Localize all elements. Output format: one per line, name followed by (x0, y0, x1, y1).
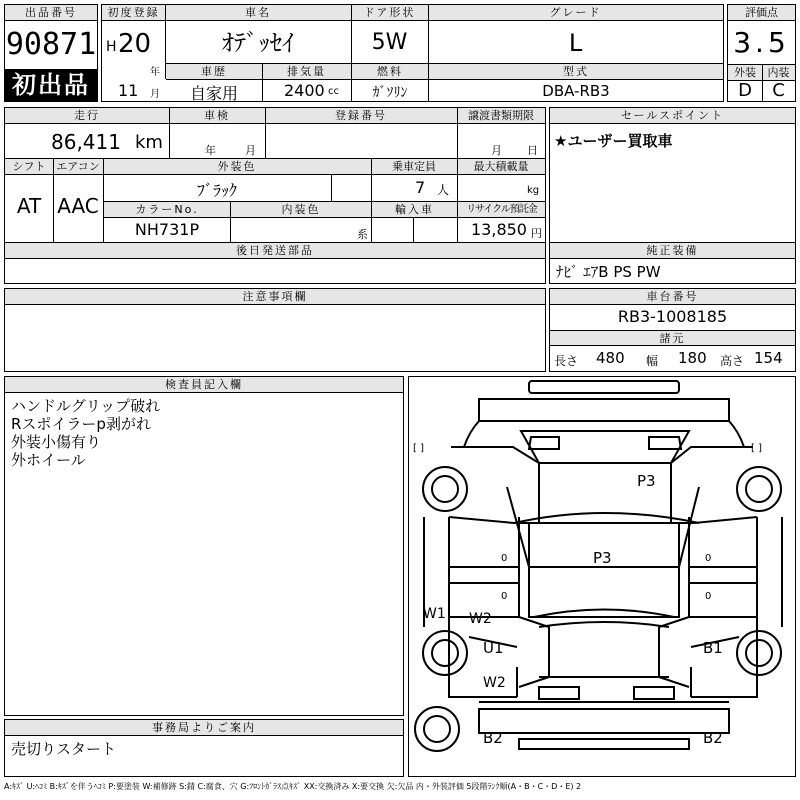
ext-color-value: ﾌﾞﾗｯｸ (196, 181, 237, 200)
width-value: 180 (678, 349, 707, 367)
rating-box (727, 4, 796, 102)
color-no-value: NH731P (134, 220, 200, 239)
length-label: 長さ (554, 354, 579, 368)
int-color-label: 内装色 (231, 202, 371, 218)
caution-label: 注意事項欄 (5, 289, 545, 305)
first-reg-era: H (106, 39, 117, 55)
transfer-day-unit: 日 (527, 144, 538, 157)
mileage-unit: km (135, 132, 163, 153)
inspection-month-unit: 月 (245, 144, 256, 157)
door-label: ドア形状 (351, 5, 428, 21)
later-parts-label: 後日発送部品 (5, 243, 545, 259)
aircon-label: エアコン (53, 159, 103, 175)
width-label: 幅 (646, 354, 659, 368)
mark-left-w2a: W2 (469, 611, 492, 627)
car-diagram (408, 376, 796, 777)
sales-point-text: ★ユーザー買取車 (554, 132, 673, 150)
fuel-value: ｶﾞｿﾘﾝ (372, 85, 408, 101)
vehicle-info-box (101, 4, 724, 102)
inspector-line-4: 外ホイール (11, 451, 86, 469)
first-reg-year-unit: 年 (150, 67, 160, 78)
first-reg-month: 11 (118, 81, 139, 100)
rating-label: 評価点 (728, 5, 795, 21)
sales-point-label: セールスポイント (550, 108, 795, 124)
capacity-value: 7 (415, 178, 426, 197)
max-load-unit: kg (527, 185, 540, 196)
length-value: 480 (596, 349, 625, 367)
mark-zero-right-mid: 0 (705, 591, 712, 602)
registration-label: 登録番号 (265, 108, 457, 124)
model-value: DBA-RB3 (542, 82, 610, 100)
recycle-label: リサイクル預託金 (458, 202, 545, 218)
mark-left-w1: W1 (423, 606, 446, 622)
legend-text: A:ｷｽﾞ U:ﾍｺﾐ B:ｷｽﾞを伴うﾍｺﾐ P:要塗装 W:補修跡 S:錆 C:腐食、穴 G:ﾌﾛﾝﾄｶﾞﾗｽ点ｷｽﾞ XX:交換済み X:要交換 欠:欠品 内・外装評価 5段階ﾗﾝｸ順(A・B・C・D・E) 2 (4, 782, 582, 791)
mark-zero-left-mid: 0 (501, 591, 508, 602)
transfer-label: 譲渡書類期限 (457, 108, 545, 124)
chassis-box (549, 288, 796, 372)
displacement-unit: cc (328, 86, 339, 97)
history-label: 車歴 (166, 64, 262, 80)
mark-zero-right-top: 0 (705, 553, 712, 564)
history-value: 自家用 (189, 84, 238, 103)
mileage-value: 86,411 (51, 130, 121, 154)
exterior-rating: D (738, 81, 752, 101)
grade-label: グレード (428, 5, 723, 21)
chassis-label: 車台番号 (550, 289, 795, 305)
fuel-label: 燃料 (352, 64, 428, 80)
mark-rear-left: B2 (483, 729, 503, 747)
color-no-label: カラーNo. (104, 202, 230, 218)
lot-number: 90871 (5, 27, 97, 62)
door-value: 5W (371, 30, 408, 55)
exterior-label: 外装 (728, 65, 762, 81)
int-color-unit: 系 (357, 228, 368, 241)
inspection-year-unit: 年 (205, 144, 216, 157)
inspector-line-3: 外装小傷有り (11, 433, 102, 451)
genuine-equipment-label: 純正装備 (550, 243, 795, 259)
import-label: 輸入車 (372, 202, 457, 218)
office-box (4, 719, 404, 777)
displacement-value: 2400 (284, 81, 325, 100)
car-name-value: ｵﾃﾞｯｾｲ (222, 29, 294, 57)
capacity-unit: 人 (437, 183, 450, 197)
chassis-value: RB3-1008185 (617, 307, 728, 326)
ext-color-label: 外装色 (103, 159, 371, 175)
mark-roof: P3 (593, 549, 612, 567)
model-label: 型式 (429, 64, 723, 80)
bracket-left: [ ] (413, 443, 424, 454)
car-outline-graphic (409, 377, 795, 776)
inspector-box (4, 376, 404, 716)
max-load-label: 最大積載量 (457, 159, 545, 175)
interior-rating: C (772, 81, 785, 101)
shift-value: AT (16, 194, 42, 218)
first-reg-label: 初度登録 (102, 5, 165, 21)
details-box (4, 107, 546, 243)
mark-front-right-fender: B1 (703, 639, 723, 657)
recycle-unit: 円 (531, 227, 542, 240)
specs-label: 諸元 (550, 330, 795, 346)
genuine-equipment-value: ﾅﾋﾞ ｴｱB PS PW (556, 263, 661, 281)
inspector-label: 検査員記入欄 (5, 377, 403, 393)
first-listing-badge: 初出品 (5, 69, 97, 102)
recycle-value: 13,850 (471, 220, 527, 239)
genuine-equipment-box (549, 242, 796, 284)
office-label: 事務局よりご案内 (5, 720, 403, 736)
inspector-line-2: Rスポイラーp剥がれ (11, 415, 151, 433)
capacity-label: 乗車定員 (371, 159, 457, 175)
lot-label: 出品番号 (5, 5, 97, 21)
mark-front-left-fender: U1 (483, 639, 504, 657)
caution-box (4, 288, 546, 372)
mark-zero-left-top: 0 (501, 553, 508, 564)
displacement-label: 排気量 (262, 64, 351, 80)
inspection-label: 車検 (169, 108, 265, 124)
grade-value: L (568, 29, 583, 57)
rating-value: 3.5 (733, 26, 790, 59)
mark-rear-right: B2 (703, 729, 723, 747)
height-label: 高さ (720, 354, 745, 368)
lot-box (4, 4, 98, 102)
first-reg-year: 20 (118, 29, 152, 59)
transfer-month-unit: 月 (491, 144, 502, 157)
inspector-line-1: ハンドルグリップ破れ (11, 397, 161, 415)
shift-label: シフト (5, 159, 53, 175)
car-name-label: 車名 (165, 5, 351, 21)
sales-point-box (549, 107, 796, 243)
later-parts-box (4, 242, 546, 284)
mark-left-w2b: W2 (483, 675, 506, 691)
bracket-right: [ ] (751, 443, 762, 454)
office-text: 売切りスタート (11, 740, 117, 758)
mark-hood-right: P3 (637, 472, 656, 490)
aircon-value: AAC (57, 194, 99, 218)
first-reg-month-unit: 月 (150, 89, 160, 100)
interior-label: 内装 (762, 65, 795, 81)
mileage-label: 走行 (5, 108, 169, 124)
height-value: 154 (754, 349, 783, 367)
